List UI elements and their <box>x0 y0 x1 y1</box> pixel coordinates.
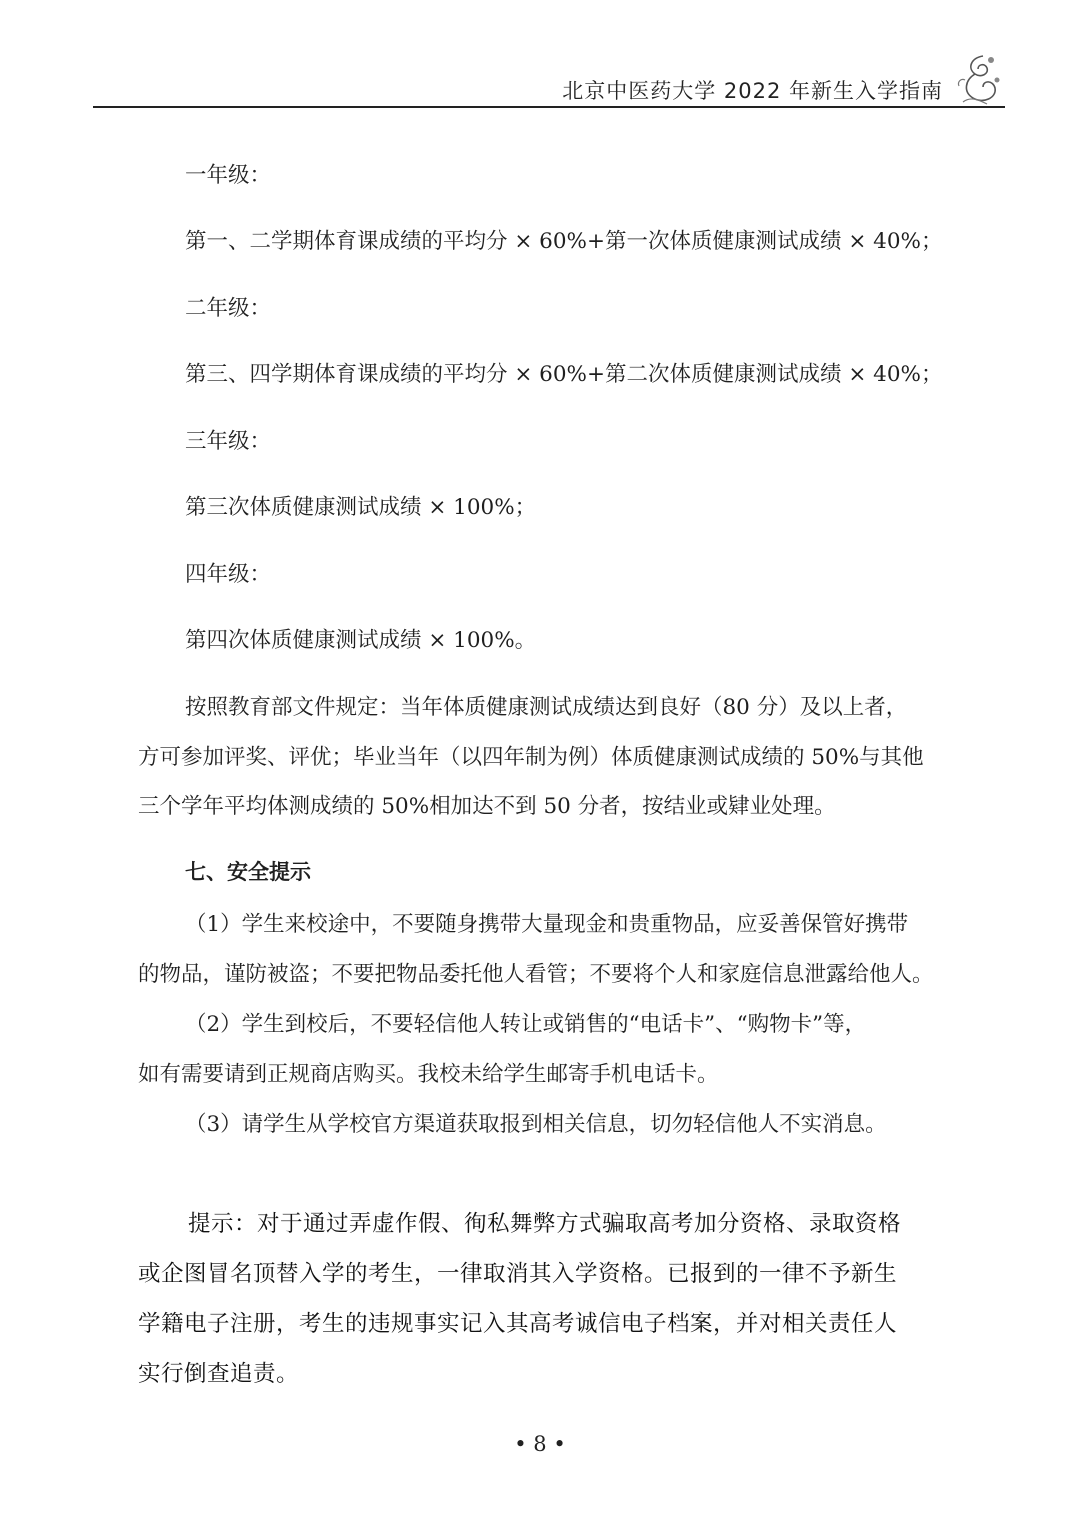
rule-paragraph-line: 三个学年平均体测成绩的 50%相加达不到 50 分者，按结业或肄业处理。 <box>138 794 836 819</box>
grade-two-label: 二年级： <box>185 296 272 321</box>
grade-three-formula: 第三次体质健康测试成绩 × 100%； <box>185 495 537 520</box>
safety-item-line: 的物品，谨防被盗；不要把物品委托他人看管；不要将个人和家庭信息泄露给他人。 <box>138 962 934 987</box>
rule-paragraph-line: 方可参加评奖、评优；毕业当年（以四年制为例）体质健康测试成绩的 50%与其他 <box>138 745 924 770</box>
grade-three-label: 三年级： <box>185 429 272 454</box>
safety-heading: 七、安全提示 <box>185 860 311 884</box>
notice-line: 或企图冒名顶替入学的考生，一律取消其入学资格。已报到的一律不予新生 <box>138 1261 898 1287</box>
safety-item-line: （3）请学生从学校官方渠道获取报到相关信息，切勿轻信他人不实消息。 <box>185 1112 887 1137</box>
safety-item-line: （1）学生来校途中，不要随身携带大量现金和贵重物品，应妥善保管好携带 <box>185 912 909 937</box>
grade-one-label: 一年级： <box>185 163 272 188</box>
page-number: • 8 • <box>514 1432 566 1456</box>
grade-four-label: 四年级： <box>185 562 272 587</box>
page-header <box>93 60 1005 108</box>
rule-paragraph-line: 按照教育部文件规定：当年体质健康测试成绩达到良好（80 分）及以上者， <box>185 695 908 720</box>
safety-item-line: （2）学生到校后，不要轻信他人转让或销售的“电话卡”、“购物卡”等， <box>185 1012 867 1037</box>
grade-one-formula: 第一、二学期体育课成绩的平均分 × 60%+第一次体质健康测试成绩 × 40%； <box>185 229 943 254</box>
safety-item-line: 如有需要请到正规商店购买。我校未给学生邮寄手机电话卡。 <box>138 1062 719 1087</box>
notice-line: 提示：对于通过弄虚作假、徇私舞弊方式骗取高考加分资格、录取资格 <box>188 1211 902 1237</box>
grade-four-formula: 第四次体质健康测试成绩 × 100%。 <box>185 628 537 653</box>
grade-two-formula: 第三、四学期体育课成绩的平均分 × 60%+第二次体质健康测试成绩 × 40%； <box>185 362 943 387</box>
floral-ornament-icon <box>953 52 1005 108</box>
notice-line: 实行倒查追责。 <box>138 1361 300 1387</box>
notice-line: 学籍电子注册，考生的违规事实记入其高考诚信电子档案，并对相关责任人 <box>138 1311 898 1337</box>
header-title: 北京中医药大学 2022 年新生入学指南 <box>562 79 943 103</box>
